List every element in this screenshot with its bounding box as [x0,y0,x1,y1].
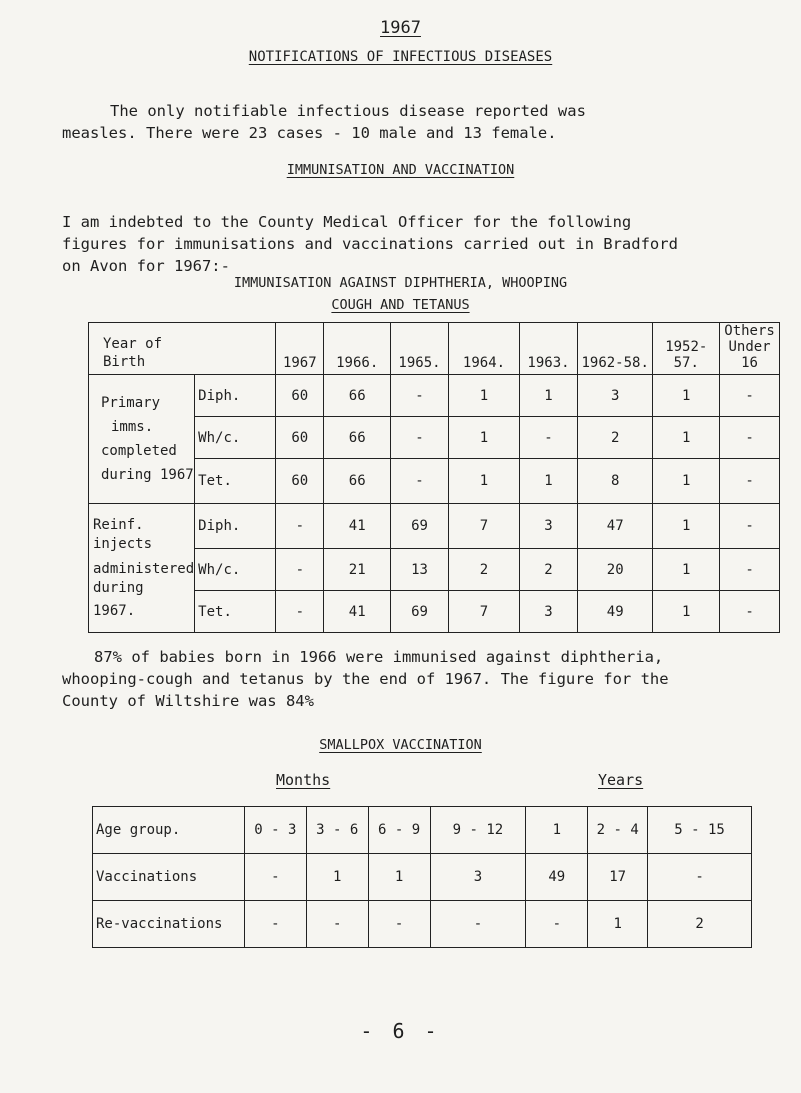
cell: 1 [653,591,720,633]
cell: 7 [448,591,519,633]
indebted-line-3: on Avon for 1967:- [62,257,230,275]
table-row [89,504,780,549]
group1-line: completed [101,443,177,459]
others-line-1: Others [724,323,775,339]
group1-line: imms. [111,419,154,435]
col-header-1952-57: 1952-57. [653,323,720,375]
months-label: Months [276,771,331,789]
immunisation-table-title-1: IMMUNISATION AGAINST DIPHTHERIA, WHOOPING [233,275,568,291]
row-label: Tet. [195,459,276,504]
year-heading: 1967 [380,18,421,38]
row-label: Diph. [195,504,276,549]
others-line-2: Under 16 [728,339,771,371]
cell: 1 [520,375,578,417]
smallpox-table [92,806,752,948]
years-label: Years [598,771,644,789]
table-row [93,854,752,901]
cell: 7 [448,504,519,549]
indebted-paragraph [62,211,762,277]
table-row [93,901,752,948]
col-header: 2 - 4 [588,807,648,854]
cell: 1 [306,854,368,901]
cell: - [720,549,780,591]
cell: - [520,417,578,459]
cell: 2 [520,549,578,591]
cell: - [720,375,780,417]
cell: 1 [653,459,720,504]
cell: 1 [368,854,430,901]
col-header-1963: 1963. [520,323,578,375]
row-label: Vaccinations [93,854,245,901]
cell: - [648,854,752,901]
row-label: Wh/c. [195,417,276,459]
smallpox-heading: SMALLPOX VACCINATION [319,737,482,753]
cell: 3 [577,375,652,417]
cell: 1 [653,549,720,591]
cell: 1 [520,459,578,504]
row-label: Diph. [195,375,276,417]
cell: 69 [391,504,449,549]
year-of-birth-line-2: Birth [103,354,146,370]
col-header-others [720,323,780,375]
cell: 1 [448,417,519,459]
indebted-line-1: I am indebted to the County Medical Officer for the following [62,213,632,231]
age-group-label: Age group. [93,807,245,854]
cell: 2 [577,417,652,459]
percentage-line-2: whooping-cough and tetanus by the end of 1967. The figure for the [62,670,669,688]
year-of-birth-header [89,323,276,375]
cell: 3 [520,591,578,633]
table-row [89,375,780,417]
col-header-1964: 1964. [448,323,519,375]
primary-group-label [89,375,195,504]
col-header: 5 - 15 [648,807,752,854]
cell: 1 [653,417,720,459]
col-header-1965: 1965. [391,323,449,375]
cell: - [391,375,449,417]
smallpox-header-row [93,807,752,854]
cell: - [526,901,588,948]
cell: 3 [520,504,578,549]
cell: 49 [526,854,588,901]
percentage-paragraph [62,646,762,712]
group1-line: Primary [101,395,161,411]
cell: 1 [588,901,648,948]
cell: - [720,417,780,459]
group2-line: injects [93,535,153,552]
cell: - [276,504,324,549]
cell: - [720,504,780,549]
cell: - [276,549,324,591]
row-label: Wh/c. [195,549,276,591]
cell: 20 [577,549,652,591]
cell: - [244,901,306,948]
col-header-1967: 1967 [276,323,324,375]
cell: 66 [324,417,391,459]
group2-line: during [93,579,144,596]
cell: 1 [653,504,720,549]
col-header: 9 - 12 [430,807,526,854]
row-label: Tet. [195,591,276,633]
cell: 1 [448,375,519,417]
cell: 2 [448,549,519,591]
cell: 2 [648,901,752,948]
cell: 66 [324,459,391,504]
cell: 13 [391,549,449,591]
cell: - [368,901,430,948]
cell: - [720,459,780,504]
cell: 3 [430,854,526,901]
cell: 69 [391,591,449,633]
indebted-line-2: figures for immunisations and vaccinations carried out in Bradford [62,235,678,253]
cell: 60 [276,459,324,504]
col-header: 1 [526,807,588,854]
col-header: 3 - 6 [306,807,368,854]
group1-line: during 1967 [101,467,194,483]
cell: 21 [324,549,391,591]
cell: - [391,459,449,504]
group2-line: Reinf. [93,516,144,533]
cell: - [720,591,780,633]
immunisation-table [88,322,780,633]
cell: 1 [653,375,720,417]
cell: 47 [577,504,652,549]
col-header-1966: 1966. [324,323,391,375]
page-number: - 6 - [360,1019,441,1043]
cell: 17 [588,854,648,901]
cell: 41 [324,591,391,633]
immunisation-vaccination-heading: IMMUNISATION AND VACCINATION [286,162,515,178]
group2-line: administered [93,560,195,577]
cell: 60 [276,417,324,459]
cell: - [244,854,306,901]
col-header: 0 - 3 [244,807,306,854]
cell: 60 [276,375,324,417]
cell: 1 [448,459,519,504]
reinforcing-group-label [89,504,195,633]
notifications-line-2: measles. There were 23 cases - 10 male and 13 female. [62,124,557,142]
year-of-birth-line-1: Year of [103,336,163,352]
notifications-line-1: The only notifiable infectious disease reported was [110,102,586,120]
immunisation-table-title-2: COUGH AND TETANUS [331,297,470,313]
cell: - [276,591,324,633]
cell: - [391,417,449,459]
row-label: Re-vaccinations [93,901,245,948]
cell: - [430,901,526,948]
cell: - [306,901,368,948]
percentage-line-3: County of Wiltshire was 84% [62,692,314,710]
group2-line: 1967. [93,602,136,619]
immunisation-header-row [89,323,780,375]
col-header: 6 - 9 [368,807,430,854]
percentage-line-1: 87% of babies born in 1966 were immunised against diphtheria, [94,648,664,666]
cell: 8 [577,459,652,504]
notifications-heading: NOTIFICATIONS OF INFECTIOUS DISEASES [248,49,553,65]
cell: 41 [324,504,391,549]
cell: 66 [324,375,391,417]
notifications-paragraph [62,100,762,144]
col-header-1962-58: 1962-58. [577,323,652,375]
cell: 49 [577,591,652,633]
